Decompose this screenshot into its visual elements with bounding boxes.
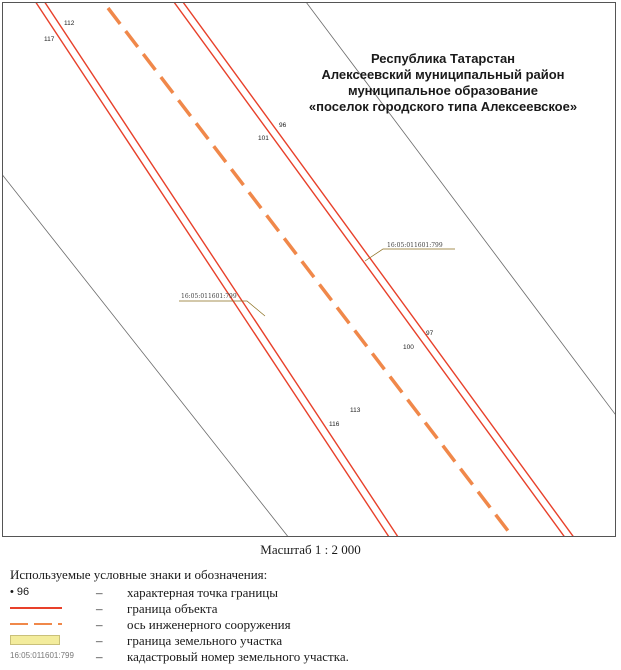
title-line-2: Алексеевский муниципальный район [321, 67, 565, 82]
point-label-101: 101 [258, 135, 269, 142]
map-frame [2, 2, 616, 537]
legend-symbol-parcel-fill [10, 633, 60, 647]
legend-symbol-cadastral: 16:05:011601:799 [10, 651, 74, 660]
title-line-3: муниципальное образование [348, 83, 538, 98]
point-label-116: 116 [329, 421, 340, 428]
legend-title: Используемые условные знаки и обозначения: [10, 567, 268, 582]
legend-dash: – [96, 585, 103, 600]
point-label-100: 100 [403, 344, 414, 351]
legend-text: граница земельного участка [127, 633, 283, 648]
legend-symbol-red-line [10, 601, 60, 615]
legend-text: характерная точка границы [127, 585, 278, 600]
legend-item-engineering-axis [10, 617, 610, 632]
point-label-113: 113 [350, 407, 361, 414]
cadastral-leader-left [179, 301, 265, 316]
legend-dash: – [96, 633, 103, 648]
legend-text: кадастровый номер земельного участка. [127, 649, 349, 664]
legend-text: граница объекта [127, 601, 218, 616]
legend-item-boundary-point [10, 585, 610, 600]
cadastral-label-left: 16:05:011601:799 [181, 293, 237, 300]
point-label-117: 117 [44, 36, 55, 43]
legend-item-object-boundary [10, 601, 610, 616]
point-label-112: 112 [64, 20, 75, 27]
map-title-block [293, 51, 593, 115]
point-label-97: 97 [426, 330, 434, 337]
legend-item-cadastral-number [10, 649, 610, 664]
cadastral-label-right: 16:05:011601:799 [387, 242, 443, 249]
map-scale: Масштаб 1 : 2 000 [260, 542, 361, 557]
legend-dash: – [96, 601, 103, 616]
title-line-4: «поселок городского типа Алексеевское» [308, 99, 578, 114]
title-line-1: Республика Татарстан [370, 51, 516, 66]
legend-dash: – [96, 649, 103, 664]
legend-symbol-dashed-line [10, 617, 60, 631]
cadastral-leader-right [365, 249, 455, 261]
legend-text: ось инженерного сооружения [127, 617, 291, 632]
legend-item-parcel-boundary [10, 633, 610, 648]
legend-dash: – [96, 617, 103, 632]
parcel-boundary-left [3, 163, 293, 536]
legend-symbol-point: • 96 [10, 586, 30, 598]
point-label-96: 96 [279, 122, 287, 129]
